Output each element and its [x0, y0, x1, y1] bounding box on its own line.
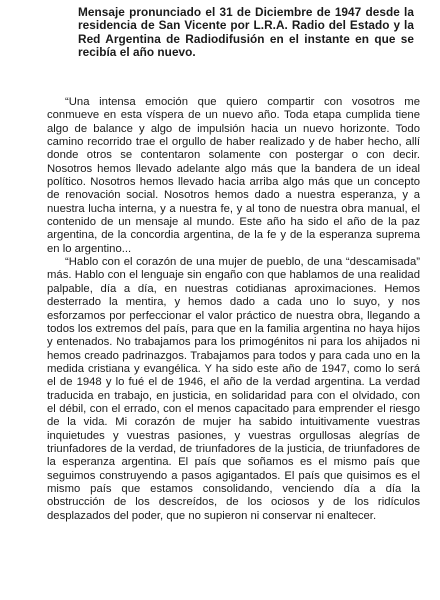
paragraph-2: “Hablo con el corazón de una mujer de pueblo, de una “descamisada” más. Hablo con el lenguaje sin engaño con que hablamos de una realidad palpable, día a día, en nuestras cotidianas aproximaciones. Hemos desterrado la mentira, y hemos dado a cada uno lo suyo, y nos esforzamos por perfeccionar el valor práctico de nuestra obra, llegando a todos los extremos del país, para que en la familia argentina no haya hijos y entenados. No trabajamos para los primogénitos ni para los ahijados ni hemos creado padrinazgos. Trabajamos para todos y para cada uno en la medida cristiana y evangélica. Y ha sido este año de 1947, como lo será el de 1948 y lo fué el de 1946, el año de la verdad argentina. La verdad traducida en trabajo, en justicia, en solidaridad para con el olvidado, con el débil, con el errado, con el menos capacitado para emprender el riesgo de la vida. Mi corazón de mujer ha sabido intuitivamente vuestras inquietudes y vuestras pasiones, y vuestras orgullosas alegrías de triunfadores de la verdad, de triunfadores de la justicia, de triunfadores de la esperanza argentina. El país que soñamos es el mismo país que seguimos construyendo a pasos agigantados. El país que quisimos es el mismo país que estamos consolidando, venciendo día a día la obstrucción de los descreídos, de los ociosos y de los ridículos desplazados del poder, que no supieron ni conservar ni enaltecer. [47, 256, 420, 522]
message-body [47, 96, 420, 523]
paragraph-1: “Una intensa emoción que quiero compartir con vosotros me conmueve en esta víspera de un nuevo año. Toda etapa cumplida tiene algo de balance y algo de impulsión hacia un nuevo horizonte. Todo camino recorrido trae el orgullo de haber realizado y de haber hecho, allí donde otros se contentaron solamente con postergar o con decir. Nosotros hemos llevado adelante algo más que la bandera de un ideal político. Nosotros hemos llevado hacia arriba algo más que un concepto de renovación social. Nosotros hemos dado a nuestra esperanza, y a nuestra lucha interna, y a nuestra fe, y al tono de nuestra obra manual, el contenido de un mensaje al mundo. Este año ha sido el año de la paz argentina, de la concordia argentina, de la fe y de la esperanza suprema en lo argentino... [47, 96, 420, 255]
document-heading: Mensaje pronunciado el 31 de Diciembre de 1947 desde la residencia de San Vicente por L.R.A. Radio del Estado y la Red Argentina de Radiodifusión en el instante en que se recibía el año nuevo. [78, 5, 414, 60]
